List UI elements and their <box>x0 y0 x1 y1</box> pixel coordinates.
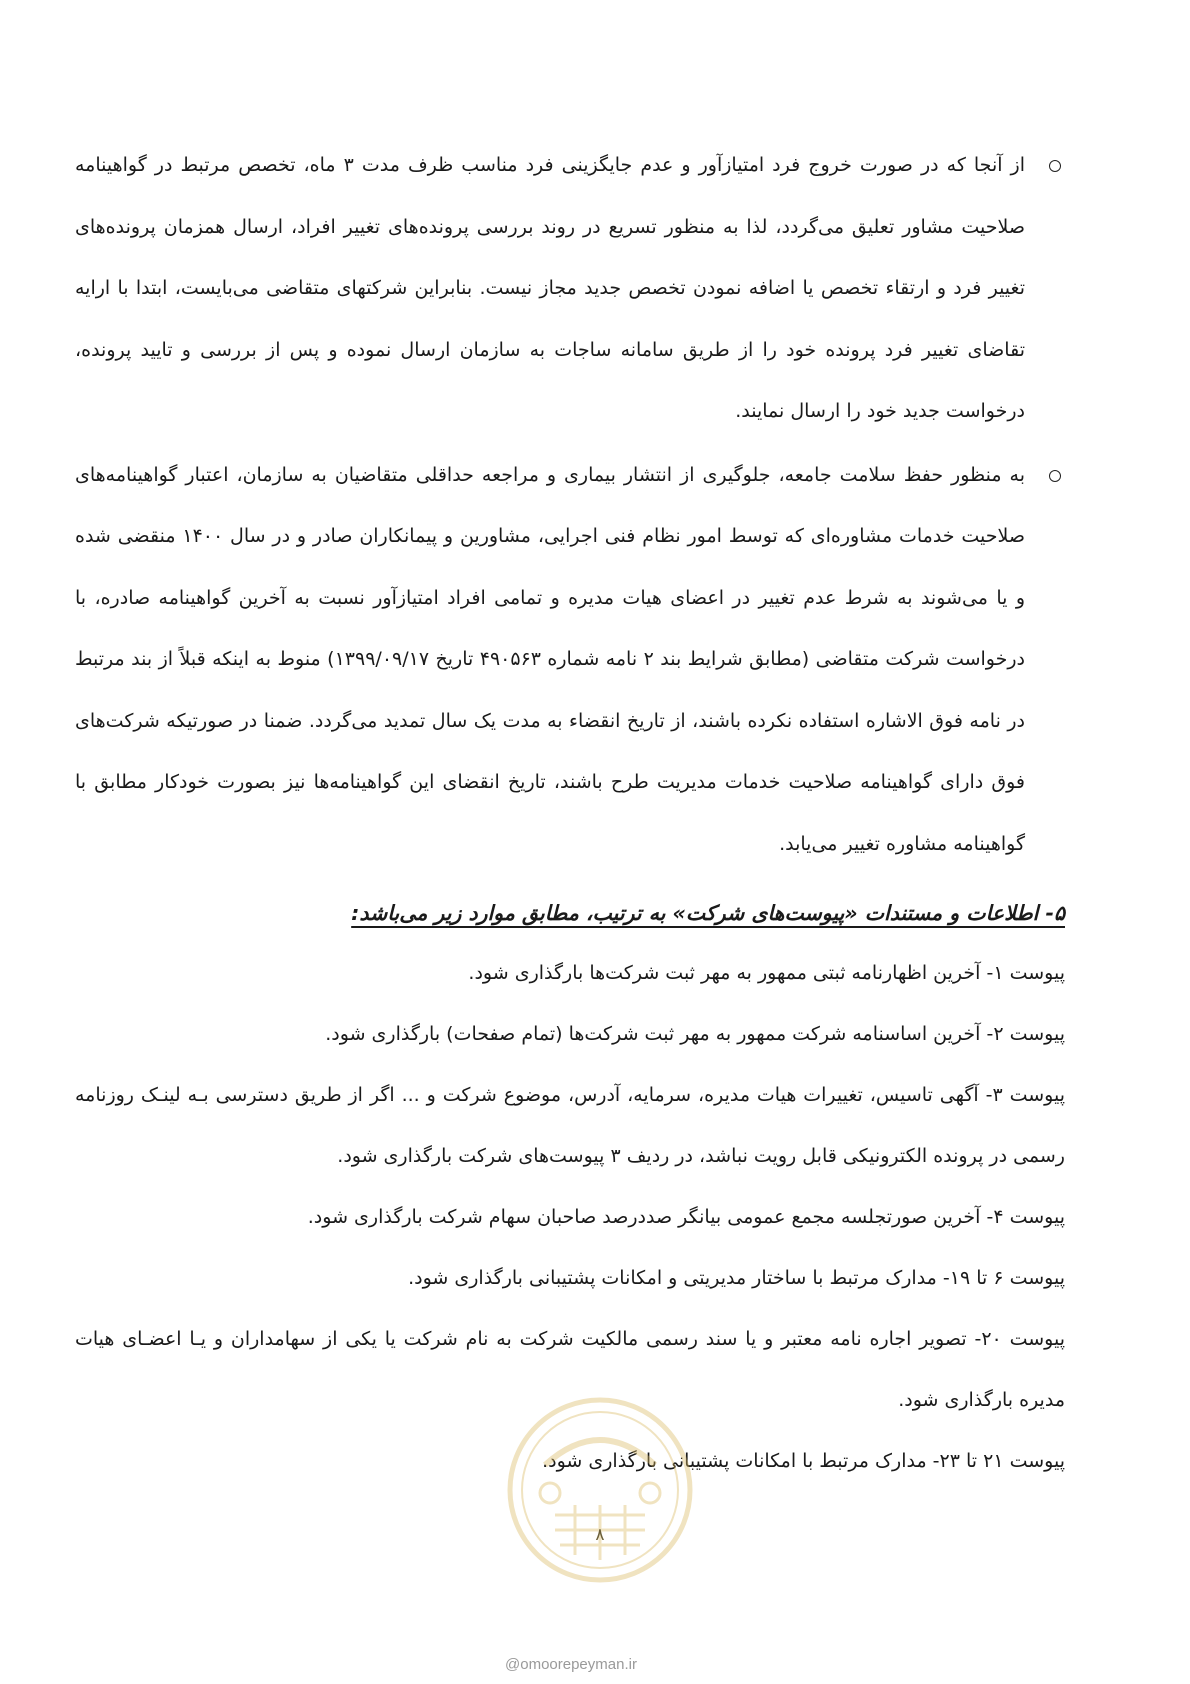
footer-social-handle: @omoorepeyman.ir <box>505 1656 637 1673</box>
attachment-item-6-19: پیوست ۶ تا ۱۹- مدارک مرتبط با ساختار مدیریتی و امکانات پشتیبانی بارگذاری شود. <box>408 1267 1065 1289</box>
attachment-item-2: پیوست ۲- آخرین اساسنامه شرکت ممهور به مهر ثبت شرکت‌ها (تمام صفحات) بارگذاری شود. <box>325 1023 1065 1045</box>
section-heading-attachments: ۵- اطلاعات و مستندات «پیوست‌های شرکت» به ترتیب، مطابق موارد زیر می‌باشد: <box>351 901 1065 925</box>
attachment-item-1: پیوست ۱- آخرین اظهارنامه ثبتی ممهور به مهر ثبت شرکت‌ها بارگذاری شود. <box>468 962 1065 984</box>
attachment-item-21-23: پیوست ۲۱ تا ۲۳- مدارک مرتبط با امکانات پشتیبانی بارگذاری شود. <box>542 1450 1065 1472</box>
attachment-item-20: پیوست ۲۰- تصویر اجاره نامه معتبر و یا سند رسمی مالکیت شرکت به نام شرکت یا یکی از سهامداران و یـا اعضـای هیات مدیره بارگذاری شود. <box>75 1328 1065 1411</box>
page-number: ۸ <box>595 1525 605 1545</box>
attachment-item-3: پیوست ۳- آگهی تاسیس، تغییرات هیات مدیره، سرمایه، آدرس، موضوع شرکت و ... اگر از طریق دسترسی بـه لینـک روزنامه رسمی در پرونده الکترونیکی قابل رویت نباشد، در ردیف ۳ پیوست‌های شرکت بارگذاری شود. <box>75 1084 1066 1167</box>
attachment-item-4: پیوست ۴- آخرین صورتجلسه مجمع عمومی بیانگر صددرصد صاحبان سهام شرکت بارگذاری شود. <box>307 1206 1065 1228</box>
bullet-text: به منظور حفظ سلامت جامعه، جلوگیری از انتشار بیماری و مراجعه حداقلی متقاضیان به سازمان، اعتبار گواهینامه‌های صلاحیت خدمات مشاوره‌ای که توسط امور نظام فنی اجرایی، مشاورین و پیمانکاران صادر و در سال ۱۴۰۰ منقضی شده و یا می‌شوند به شرط عدم تغییر در اعضای هیات مدیره و تمامی افراد امتیازآور نسبت به آخرین گواهینامه صادره، با درخواست شرکت متقاضی (مطابق شرایط بند ۲ نامه شماره ۴۹۰۵۶۳ تاریخ ۱۳۹۹/۰۹/۱۷) منوط به اینکه قبلاً از بند مرتبط در نامه فوق الاشاره استفاده نکرده باشند، از تاریخ انقضاء به مدت یک سال تمدید می‌گردد. ضمنا در صورتیکه شرکت‌های فوق دارای گواهینامه صلاحیت خدمات مدیریت طرح باشند، تاریخ انقضای این گواهینامه‌ها نیز بصورت خودکار مطابق با گواهینامه مشاوره تغییر می‌یابد. <box>75 463 1025 855</box>
watermark-seal-icon <box>505 1395 695 1585</box>
document-page <box>75 135 1065 1492</box>
bullet-paragraph-certificate-extension <box>75 445 1065 876</box>
circle-bullet-icon <box>1049 470 1061 482</box>
circle-bullet-icon <box>1049 160 1061 172</box>
bullet-text: از آنجا که در صورت خروج فرد امتیازآور و عدم جایگزینی فرد مناسب ظرف مدت ۳ ماه، تخصص مرتبط در گواهینامه صلاحیت مشاور تعلیق می‌گردد، لذا به منظور تسریع در روند بررسی پرونده‌های تغییر افراد، ارسال همزمان پرونده‌های تغییر فرد و ارتقاء تخصص یا اضافه نمودن تخصص جدید مجاز نیست. بنابراین شرکتهای متقاضی می‌بایست، ابتدا با ارایه تقاضای تغییر فرد پرونده خود را از طریق سامانه ساجات به سازمان ارسال نموده و پس از بررسی و تایید پرونده، درخواست جدید خود را ارسال نمایند. <box>75 154 1025 422</box>
bullet-paragraph-staff-change <box>75 135 1065 443</box>
